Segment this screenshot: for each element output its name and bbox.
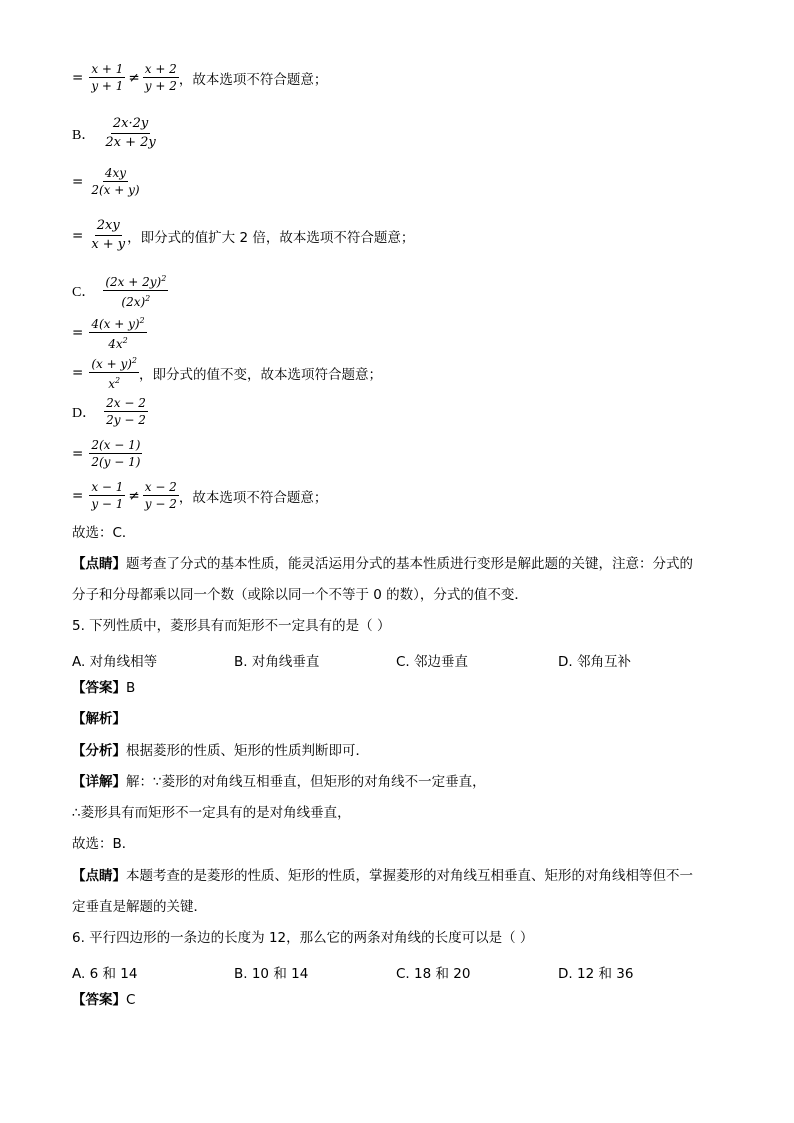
not-equal-sign: ≠ [128, 487, 140, 504]
q6-options [72, 962, 754, 982]
optD-line-0 [72, 396, 754, 427]
q5-option-d: D. 邻角互补 [558, 654, 631, 670]
optC-line-2 [72, 354, 754, 391]
q6-stem: 6. 平行四边形的一条边的长度为 12，那么它的两条对角线的长度可以是（ ） [72, 930, 534, 946]
fraction: $\frac{(x + y)^2}{x^2}$ [91, 356, 137, 391]
option-label: B． [72, 127, 96, 143]
q5-option-a: A. 对角线相等 [72, 654, 158, 670]
option-label: D． [72, 405, 97, 421]
q6-option-c: C. 18 和 20 [396, 966, 471, 982]
q5-jiexi: 【解析】 [72, 711, 126, 727]
fraction: $\frac{2x - 2}{2y - 2}$ [106, 396, 146, 427]
optB-line-2 [72, 218, 754, 253]
q5-dianjing: 【点睛】本题考查的是菱形的性质、矩形的性质，掌握菱形的对角线互相垂直、矩形的对角线相等但不一 [72, 868, 693, 884]
equals-sign: = [72, 364, 84, 381]
fraction: $\frac{x + 2}{y + 2}$ [144, 62, 177, 93]
fraction: $\frac{4(x + y)^2}{4x^2}$ [91, 316, 145, 351]
q5-dianjing-cont: 定垂直是解题的关键． [72, 899, 207, 915]
option-comment: ，即分式的值扩大 2 倍，故本选项不符合题意； [127, 229, 415, 246]
equals-sign: = [72, 487, 84, 504]
fraction: $\frac{2x\cdot 2y}{2x + 2y}$ [105, 116, 156, 150]
optB-line-0 [72, 116, 754, 151]
q5-choice: 故选：B． [72, 836, 136, 852]
optD-line-2 [72, 480, 754, 511]
q5-stem: 5. 下列性质中，菱形具有而矩形不一定具有的是（ ） [72, 618, 391, 634]
q6-option-a: A. 6 和 14 [72, 966, 138, 982]
optB-line-1 [72, 166, 754, 197]
fraction: $\frac{2xy}{x + y}$ [91, 218, 126, 252]
q6-answer: 【答案】C [72, 992, 136, 1008]
fraction: $\frac{x - 2}{y - 2}$ [144, 480, 177, 511]
fraction: $\frac{x + 1}{y + 1}$ [91, 62, 124, 93]
optD-line-1 [72, 438, 754, 469]
q6-option-d: D. 12 和 36 [558, 966, 634, 982]
q5-conclusion: ∴菱形具有而矩形不一定具有的是对角线垂直， [72, 805, 351, 821]
option-comment: ，即分式的值不变，故本选项符合题意； [139, 366, 382, 383]
q5-fenxi: 【分析】根据菱形的性质、矩形的性质判断即可． [72, 743, 369, 759]
fraction: $\frac{4xy}{2(x + y)}$ [91, 166, 140, 197]
optC-line-1 [72, 314, 754, 351]
option-comment: ，故本选项不符合题意； [178, 489, 328, 506]
q4-choice: 故选：C． [72, 525, 136, 541]
q4-dianjing: 【点睛】题考查了分式的基本性质，能灵活运用分式的基本性质进行变形是解此题的关键，注意：分式的 [72, 556, 693, 572]
q6-option-b: B. 10 和 14 [234, 966, 309, 982]
q4-dianjing-cont: 分子和分母都乘以同一个数（或除以同一个不等于 0 的数），分式的值不变． [72, 587, 528, 603]
q5-xiangjie: 【详解】解：∵菱形的对角线互相垂直，但矩形的对角线不一定垂直， [72, 774, 486, 790]
q5-option-b: B. 对角线垂直 [234, 654, 320, 670]
equals-sign: = [72, 324, 84, 341]
fraction: $\frac{(2x + 2y)^2}{(2x)^2}$ [105, 274, 167, 309]
equals-sign: = [72, 69, 84, 86]
equals-sign: = [72, 173, 84, 190]
option-comment: ，故本选项不符合题意； [178, 71, 328, 88]
q5-answer: 【答案】B [72, 680, 136, 696]
q5-option-c: C. 邻边垂直 [396, 654, 469, 670]
q5-options [72, 650, 754, 670]
equals-sign: = [72, 227, 84, 244]
optA-line [72, 62, 754, 93]
option-label: C． [72, 284, 96, 300]
equals-sign: = [72, 445, 84, 462]
not-equal-sign: ≠ [128, 69, 140, 86]
fraction: $\frac{2(x - 1)}{2(y - 1)}$ [91, 438, 141, 469]
fraction: $\frac{x - 1}{y - 1}$ [91, 480, 124, 511]
optC-line-0 [72, 272, 754, 309]
